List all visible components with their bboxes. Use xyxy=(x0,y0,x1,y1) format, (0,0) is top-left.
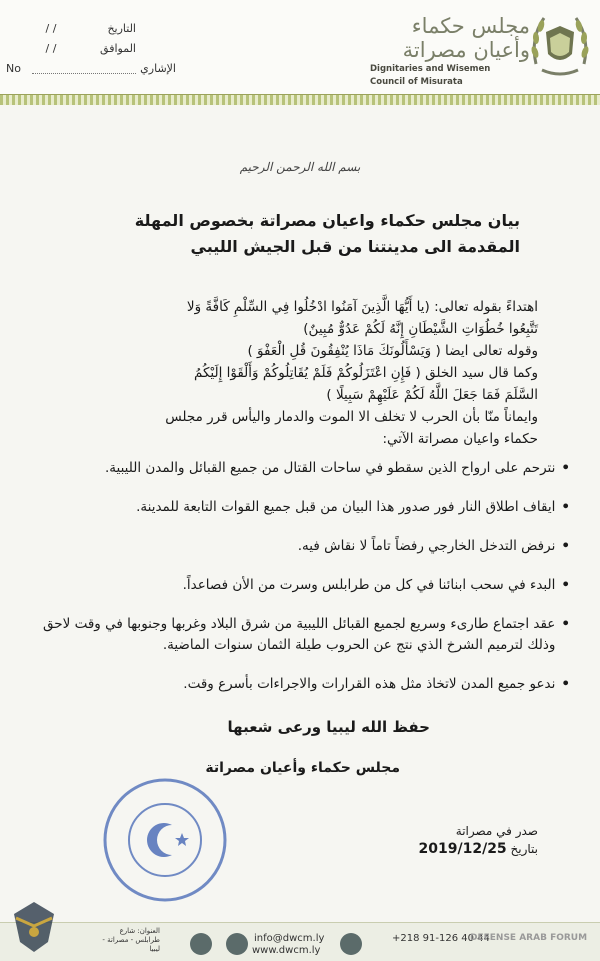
reference-number-field xyxy=(6,58,176,78)
letterhead-divider-band xyxy=(0,94,600,105)
date-field xyxy=(6,18,176,38)
bullet-icon: • xyxy=(561,577,570,593)
phone-icon xyxy=(340,933,362,955)
issuance-block xyxy=(408,822,538,858)
bullet-icon: • xyxy=(561,538,570,554)
footer-email: info@dwcm.ly xyxy=(254,933,325,944)
hijri-date-value: / / xyxy=(45,41,57,55)
resolution-item xyxy=(20,614,570,656)
statement-preamble xyxy=(88,296,538,450)
issued-date: 2019/12/25 xyxy=(418,841,507,857)
resolution-text: عقد اجتماع طارىء وسريع لجميع القبائل الليبية من شرق البلاد وغربها وجنوبها في وقت لاحق وذلك لترميم الشرخ الذي نتج عن الحروب طيلة الثمان سنوات الماضية. xyxy=(42,616,556,653)
bullet-icon: • xyxy=(561,676,570,692)
resolution-item xyxy=(20,536,570,557)
resolution-text: نرفض التدخل الخارجي رفضاً تاماً لا نقاش فيه. xyxy=(297,538,556,554)
basmala: بسم الله الرحمن الرحيم xyxy=(239,160,361,174)
org-name-english-line2: Council of Misurata xyxy=(370,77,463,87)
footer-phone: +218 91-126 40 44 xyxy=(392,933,490,944)
bullet-icon: • xyxy=(561,460,570,476)
closing-prayer: حفظ الله ليبيا ورعى شعبها xyxy=(227,718,430,736)
preamble-line: تَتَّبِعُوا خُطُوَاتِ الشَّيْطَانِ إِنَّهُ لَكُمْ عَدُوٌّ مُبِينٌ) xyxy=(303,321,538,337)
watermark-text: DEFENSE ARAB FORUM xyxy=(470,933,588,943)
reference-fields xyxy=(6,18,176,78)
resolution-text: ندعو جميع المدن لاتخاذ مثل هذه القرارات والاجراءات بأسرع وقت. xyxy=(183,676,556,692)
resolutions-list xyxy=(20,458,570,713)
date-value: / / xyxy=(45,21,57,35)
council-logo-icon xyxy=(528,8,592,84)
preamble-line: السَّلَمَ فَمَا جَعَلَ اللَّهُ لَكُمْ عَلَيْهِمْ سَبِيلًا ) xyxy=(326,387,538,403)
preamble-line: وكما قال سيد الخلق ( فَإِنِ اعْتَزَلُوكُمْ فَلَمْ يُقَاتِلُوكُمْ وَأَلْقَوْا إِلَيْكُمُ xyxy=(193,365,538,381)
resolution-item xyxy=(20,674,570,695)
issued-place: صدر في مصراتة xyxy=(455,824,538,838)
statement-title xyxy=(60,208,520,260)
resolution-text: ايقاف اطلاق النار فور صدور هذا البيان من قبل جميع القوات التابعة للمدينة. xyxy=(136,499,556,515)
title-line: المقدمة الى مدينتنا من قبل الجيش الليبي xyxy=(190,237,520,256)
hijri-date-field xyxy=(6,38,176,58)
email-icon xyxy=(226,933,248,955)
letterhead xyxy=(0,0,600,100)
forum-watermark-icon xyxy=(8,898,60,956)
resolution-item xyxy=(20,575,570,596)
issued-date-label: بتاريخ xyxy=(510,842,538,856)
title-line: بيان مجلس حكماء واعيان مصراتة بخصوص المهلة xyxy=(134,211,520,230)
bullet-icon: • xyxy=(561,616,570,632)
hijri-date-label: الموافق xyxy=(100,41,136,55)
resolution-item xyxy=(20,497,570,518)
preamble-line: اهتداءً بقوله تعالى: (يا أَيُّهَا الَّذِينَ آمَنُوا ادْخُلُوا فِي السِّلْمِ كَافَّةً وَلا xyxy=(186,299,538,315)
preamble-line: حكماء واعيان مصراتة الآتي: xyxy=(382,431,538,447)
location-icon xyxy=(190,933,212,955)
resolution-text: نترحم على ارواح الذين سقطو في ساحات القتال من جميع القبائل والمدن الليبية. xyxy=(105,460,556,476)
preamble-line: وقوله تعالى ايضا ( وَيَسْأَلُونَكَ مَاذَا يُنْفِقُونَ قُلِ الْعَفْوَ ) xyxy=(247,343,538,359)
footer-address: العنوان: شارع طرابلس - مصراتة - ليبيا xyxy=(102,927,160,953)
org-name-english-line1: Dignitaries and Wisemen xyxy=(370,64,491,74)
preamble-line: وايماناً منّا بأن الحرب لا تخلف الا الموت والدمار واليأس قرر مجلس xyxy=(165,409,538,425)
reference-number-label: الإشاري xyxy=(140,61,176,75)
organization-name xyxy=(370,14,530,88)
footer xyxy=(0,922,600,961)
reference-number-prefix: No xyxy=(6,61,21,75)
date-label: التاريخ xyxy=(107,21,136,35)
resolution-text: البدء في سحب ابنائنا في كل من طرابلس وسرت من الأن فصاعداً. xyxy=(182,577,556,593)
bullet-icon: • xyxy=(561,499,570,515)
resolution-item xyxy=(20,458,570,479)
footer-website: www.dwcm.ly xyxy=(252,945,321,956)
signatory: مجلس حكماء وأعيان مصراتة xyxy=(205,760,400,776)
org-name-arabic-line1: مجلس حكماء xyxy=(411,14,530,38)
official-stamp-icon xyxy=(100,775,230,905)
reference-number-line xyxy=(32,63,136,74)
org-name-arabic-line2: وأعيان مصراتة xyxy=(402,38,530,62)
